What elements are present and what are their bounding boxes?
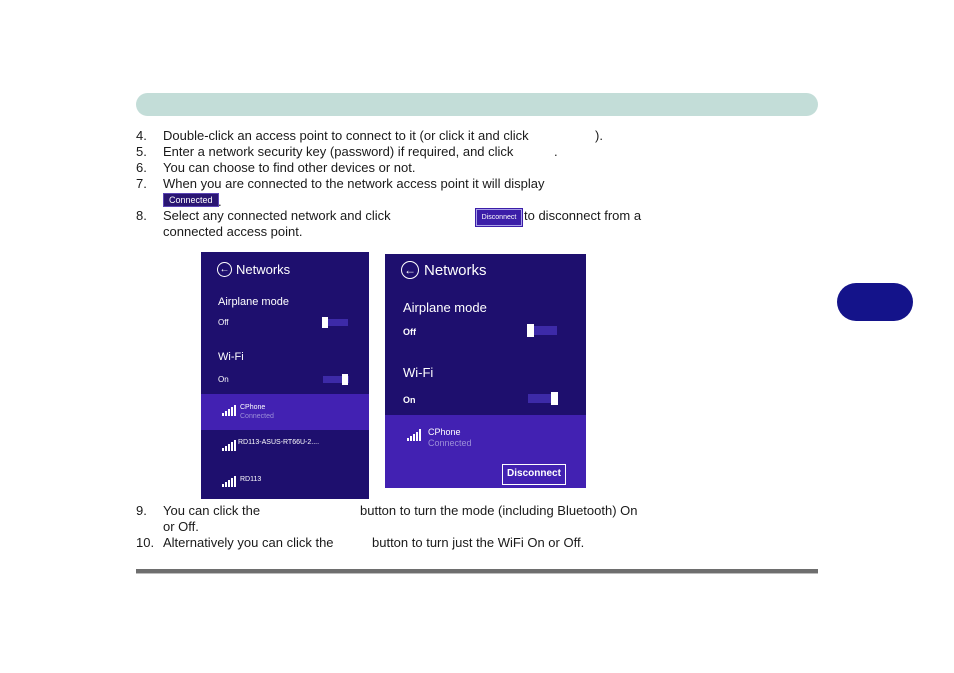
network-status: Connected [428, 438, 472, 448]
step-text: When you are connected to the network access point it will display [163, 176, 545, 191]
step-text: Double-click an access point to connect to it (or click it and click [163, 128, 529, 143]
step-text: Enter a network security key (password) if required, and click [163, 144, 514, 159]
wifi-signal-icon [222, 405, 236, 416]
panel-title: Networks [424, 261, 487, 279]
connected-badge: Connected [163, 193, 219, 207]
wifi-toggle[interactable] [528, 394, 558, 403]
back-arrow-icon[interactable]: ← [401, 261, 419, 279]
network-name: RD113 [240, 476, 262, 483]
wifi-signal-icon [407, 429, 421, 441]
network-name: CPhone [428, 427, 461, 437]
network-name: RD113-ASUS-RT66U-2.... [238, 439, 320, 446]
page-header-bar [136, 93, 818, 116]
network-item-rd113[interactable] [201, 470, 369, 494]
panel-header [401, 261, 487, 279]
networks-panel-right [385, 254, 586, 488]
panel-header [217, 262, 290, 277]
toggle-knob [342, 374, 348, 385]
wifi-state: On [403, 395, 416, 405]
toggle-knob [322, 317, 328, 328]
network-status: Connected [240, 413, 274, 420]
airplane-mode-label: Airplane mode [403, 300, 487, 315]
networks-panel-left [201, 252, 369, 499]
wifi-state: On [218, 375, 229, 384]
step-line2: or Off. [163, 519, 199, 534]
step-number: 4. [136, 128, 147, 143]
toggle-knob [551, 392, 558, 405]
disconnect-badge: Disconnect [476, 209, 522, 226]
chapter-tab [837, 283, 913, 321]
step-text: You can click the [163, 503, 261, 518]
airplane-mode-toggle[interactable] [322, 319, 348, 326]
wifi-toggle[interactable] [323, 376, 349, 383]
step-tail: button to turn just the WiFi On or Off. [372, 535, 585, 550]
step-tail: . [218, 194, 222, 209]
step-text: Select any connected network and click [163, 208, 391, 223]
step-text: Alternatively you can click the [163, 535, 334, 550]
step-number: 10. [136, 535, 155, 550]
wifi-signal-icon [222, 440, 236, 451]
airplane-mode-label: Airplane mode [218, 296, 289, 308]
airplane-mode-state: Off [403, 327, 416, 337]
network-item-cphone[interactable] [201, 394, 369, 430]
back-arrow-icon[interactable]: ← [217, 262, 232, 277]
step-number: 8. [136, 208, 147, 223]
step-tail: ). [595, 128, 603, 143]
toggle-knob [527, 324, 534, 337]
step-number: 6. [136, 160, 147, 175]
step-number: 9. [136, 503, 147, 518]
step-text: You can choose to find other devices or not. [163, 160, 416, 175]
network-item-cphone[interactable] [385, 415, 586, 488]
step-line2: connected access point. [163, 224, 303, 239]
panel-title: Networks [236, 262, 291, 277]
step-tail: . [554, 144, 558, 159]
disconnect-button[interactable]: Disconnect [502, 464, 566, 485]
airplane-mode-state: Off [218, 318, 229, 327]
footer-rule-shadow [136, 573, 818, 574]
step-tail: to disconnect from a [524, 208, 642, 223]
step-tail: button to turn the mode (including Bluetooth) On [360, 503, 638, 518]
wifi-label: Wi-Fi [218, 351, 244, 363]
network-item-rd113-asus[interactable] [201, 432, 369, 456]
wifi-signal-icon [222, 476, 236, 487]
wifi-label: Wi-Fi [403, 365, 434, 380]
airplane-mode-toggle[interactable] [527, 326, 557, 335]
step-number: 7. [136, 176, 147, 191]
step-number: 5. [136, 144, 147, 159]
network-name: CPhone [240, 404, 266, 411]
